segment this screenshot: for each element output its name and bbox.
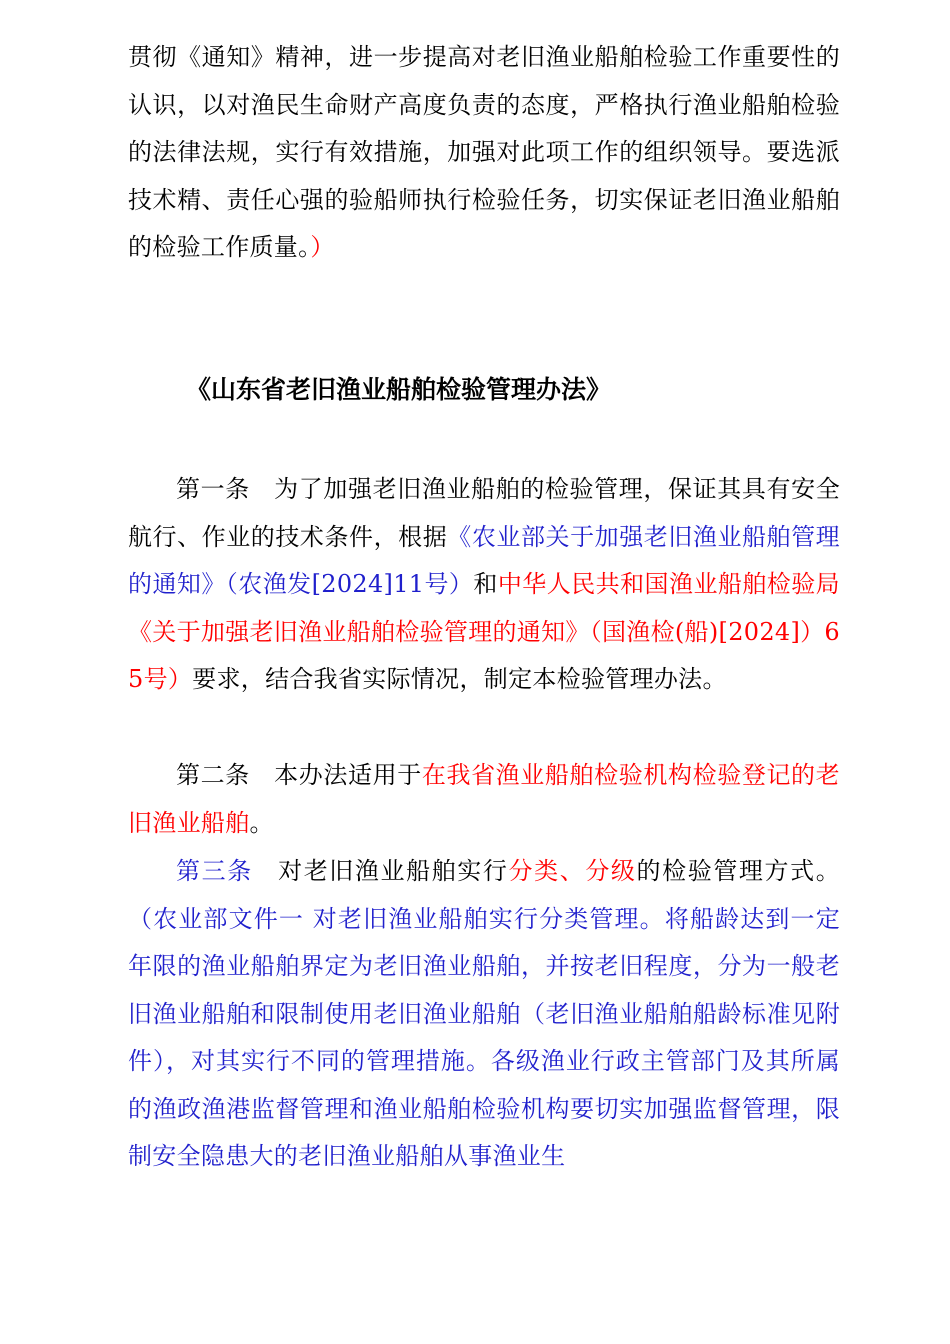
article-2-text-a: 本办法适用于	[273, 761, 422, 789]
article-3	[128, 848, 840, 1181]
article-2-label: 第二条	[176, 761, 250, 789]
article-1	[128, 466, 840, 704]
article-1-text-a: 为了加强老旧渔业船舶的检验管理，保证其具有安全航行、作业的技术条件，根据	[128, 475, 841, 551]
article-3-note: （农业部文件一 对老旧渔业船舶实行分类管理。将船龄达到一定年限的渔业船舶界定为老旧渔业船舶，并按老旧程度，分为一般老旧渔业船舶和限制使用老旧渔业船舶（老旧渔业船舶船龄标准见附件），对其实行不同的管理措施。各级渔业行政主管部门及其所属的渔政渔港监督管理和渔业船舶检验机构要切实加强监督管理，限制安全隐患大的老旧渔业船舶从事渔业生	[128, 904, 840, 1170]
article-1-ref-red: 中华人民共和国渔业船舶检验局《关于加强老旧渔业船舶检验管理的通知》（国渔检(船)[2024]）65号）	[128, 570, 840, 693]
article-3-red: 分类、分级	[508, 857, 637, 885]
article-2-text-b: 。	[249, 808, 274, 837]
document-title: 《山东省老旧渔业船舶检验管理办法》	[186, 375, 612, 404]
article-2	[128, 752, 840, 847]
article-1-conj: 和	[473, 570, 498, 598]
intro-paragraph	[128, 34, 840, 272]
article-2-red: 在我省渔业船舶检验机构检验登记的老旧渔业船舶	[128, 761, 840, 837]
article-3-label: 第三条	[176, 857, 253, 885]
article-1-text-b: 要求，结合我省实际情况，制定本检验管理办法。	[192, 665, 727, 693]
article-3-text-a: 对老旧渔业船舶实行	[276, 857, 509, 885]
intro-closing-paren: ）	[310, 233, 335, 261]
article-1-ref-blue: 《农业部关于加强老旧渔业船舶管理的通知》（农渔发[2024]11号）	[128, 522, 840, 598]
article-1-label: 第一条	[176, 475, 250, 503]
article-3-text-b: 的检验管理方式。	[636, 857, 841, 885]
intro-text: 贯彻《通知》精神，进一步提高对老旧渔业船舶检验工作重要性的认识，以对渔民生命财产高度负责的态度，严格执行渔业船舶检验的法律法规，实行有效措施，加强对此项工作的组织领导。要选派技术精、责任心强的验船师执行检验任务，切实保证老旧渔业船舶的检验工作质量。	[128, 43, 840, 261]
